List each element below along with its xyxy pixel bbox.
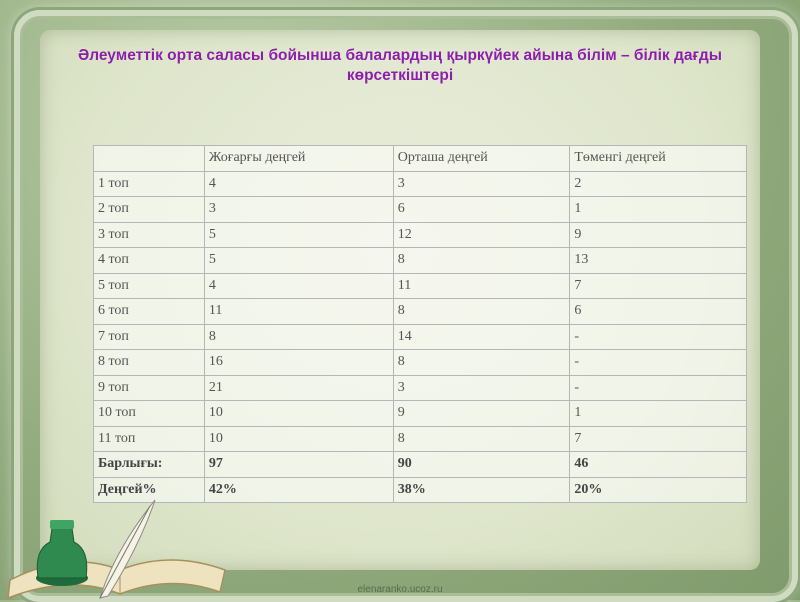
table-cell: 5 топ	[94, 273, 205, 299]
table-row	[94, 401, 747, 427]
table-row	[94, 299, 747, 325]
table-cell: 1	[570, 197, 747, 223]
table-row	[94, 171, 747, 197]
results-table	[93, 145, 747, 503]
table-cell: 3	[393, 171, 570, 197]
table-cell: 9	[570, 222, 747, 248]
table-cell: 10 топ	[94, 401, 205, 427]
table-cell: -	[570, 375, 747, 401]
table-cell: 13	[570, 248, 747, 274]
table-row	[94, 426, 747, 452]
table-cell: 6	[393, 197, 570, 223]
table-cell: 38%	[393, 477, 570, 503]
table-cell: 7	[570, 273, 747, 299]
table-cell: 6	[570, 299, 747, 325]
slide-title: Әлеуметтік орта саласы бойынша балалардың қыркүйек айына білім – білік дағды көрсеткіштері	[78, 47, 722, 84]
table-cell: 16	[204, 350, 393, 376]
table-cell: 6 топ	[94, 299, 205, 325]
table-cell: 8	[393, 426, 570, 452]
table-cell: 8	[204, 324, 393, 350]
table-row	[94, 248, 747, 274]
table-cell: 10	[204, 426, 393, 452]
table-cell: 2 топ	[94, 197, 205, 223]
table-header-cell: Төменгі деңгей	[570, 146, 747, 172]
table-cell: 8	[393, 350, 570, 376]
table-row	[94, 197, 747, 223]
table-cell: 11	[204, 299, 393, 325]
table-cell: 3	[393, 375, 570, 401]
table-header-cell	[94, 146, 205, 172]
table-cell: 4	[204, 171, 393, 197]
table-cell: 11 топ	[94, 426, 205, 452]
table-cell: 8	[393, 299, 570, 325]
source-watermark: elenaranko.ucoz.ru	[357, 584, 443, 595]
table-cell: 5	[204, 222, 393, 248]
table-cell: 46	[570, 452, 747, 478]
table-cell: 3 топ	[94, 222, 205, 248]
table-cell: 7 топ	[94, 324, 205, 350]
table-cell: 42%	[204, 477, 393, 503]
table-row	[94, 273, 747, 299]
table-header-row	[94, 146, 747, 172]
table-row	[94, 324, 747, 350]
table-cell: 9	[393, 401, 570, 427]
table-cell: 90	[393, 452, 570, 478]
table-header-cell: Жоғарғы деңгей	[204, 146, 393, 172]
table-cell: 2	[570, 171, 747, 197]
table-cell: 3	[204, 197, 393, 223]
table-row	[94, 222, 747, 248]
table-cell: -	[570, 350, 747, 376]
table-cell: 4	[204, 273, 393, 299]
table-cell: 7	[570, 426, 747, 452]
table-cell: 9 топ	[94, 375, 205, 401]
table-cell: 5	[204, 248, 393, 274]
table-cell: -	[570, 324, 747, 350]
table-cell: 97	[204, 452, 393, 478]
table-cell: Барлығы:	[94, 452, 205, 478]
table-cell: 20%	[570, 477, 747, 503]
table-cell: 8 топ	[94, 350, 205, 376]
table-cell: Деңгей%	[94, 477, 205, 503]
table-cell: 8	[393, 248, 570, 274]
table-cell: 14	[393, 324, 570, 350]
table-cell: 21	[204, 375, 393, 401]
table-cell: 12	[393, 222, 570, 248]
table-cell: 11	[393, 273, 570, 299]
table-cell: 1 топ	[94, 171, 205, 197]
inkwell-quill-book-illustration	[0, 470, 230, 600]
table-cell: 1	[570, 401, 747, 427]
table-cell: 10	[204, 401, 393, 427]
table-header-cell: Орташа деңгей	[393, 146, 570, 172]
table-row	[94, 350, 747, 376]
table-row	[94, 375, 747, 401]
table-cell: 4 топ	[94, 248, 205, 274]
